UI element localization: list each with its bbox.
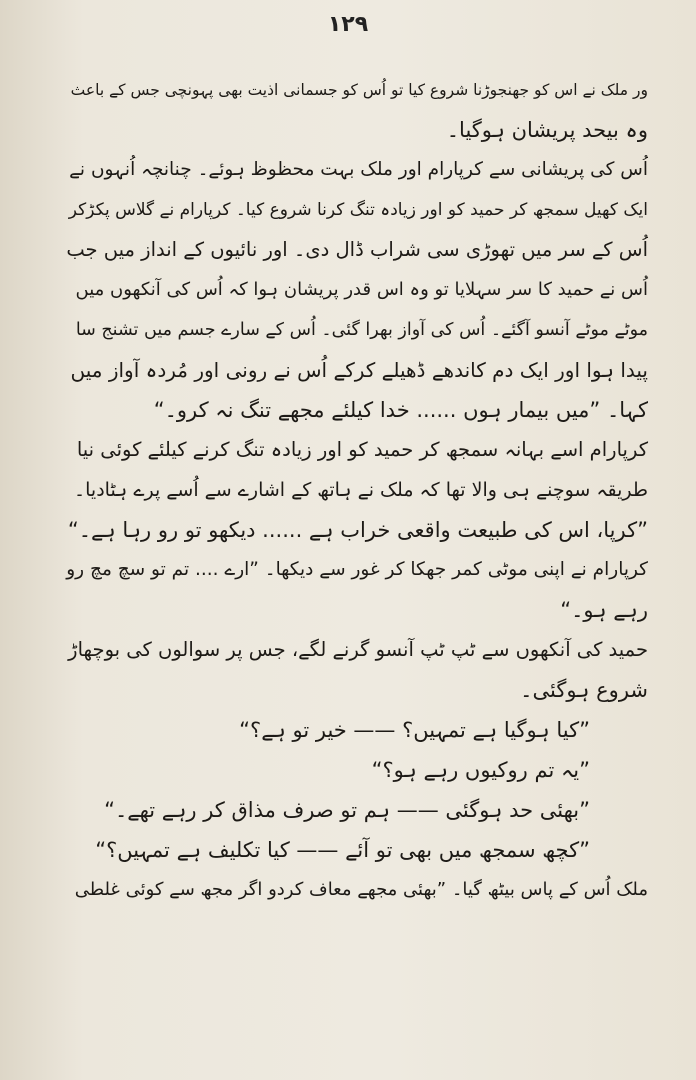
text-line: رہے ہو۔“ bbox=[560, 598, 648, 622]
text-line: پیدا ہوا اور ایک دم کاندھے ڈھیلے کرکے اُس نے رونی اور مُردہ آواز میں bbox=[70, 358, 648, 382]
paragraph bbox=[66, 550, 648, 630]
paragraph bbox=[66, 630, 648, 710]
text-line: شروع ہوگئی۔ bbox=[520, 678, 648, 702]
page-text-body bbox=[66, 70, 648, 910]
paragraph bbox=[66, 70, 648, 150]
dialogue-block bbox=[66, 710, 648, 870]
text-line: ملک اُس کے پاس بیٹھ گیا۔ ”بھئی مجھے معاف کردو اگر مجھ سے کوئی غلطی bbox=[74, 879, 648, 900]
dialogue-line: ”یہ تم روکیوں رہے ہو؟“ bbox=[371, 758, 590, 782]
dialogue-line: ”بھئی حد ہوگئی —— ہم تو صرف مذاق کر رہے تھے۔“ bbox=[104, 798, 590, 822]
text-line: طریقہ سوچنے ہی والا تھا کہ ملک نے ہاتھ کے اشارے سے اُسے پرے ہٹادیا۔ bbox=[73, 479, 648, 501]
dialogue-line: ”کچھ سمجھ میں بھی تو آئے —— کیا تکلیف ہے تمہیں؟“ bbox=[95, 838, 590, 862]
text-line: ”کرپا، اس کی طبیعت واقعی خراب ہے ...... دیکھو تو رو رہا ہے۔“ bbox=[67, 518, 648, 542]
page-number: ١٢٩ bbox=[327, 12, 369, 37]
text-line: کہا۔ ”میں بیمار ہوں ...... خدا کیلئے مجھے تنگ نہ کرو۔“ bbox=[153, 398, 648, 422]
text-line: ور ملک نے اس کو جھنجوڑنا شروع کیا تو اُس کو جسمانی اذیت بھی پہونچی جس کے باعث bbox=[70, 81, 648, 99]
text-line: اُس نے حمید کا سر سہلایا تو وہ اس قدر پریشان ہوا کہ اُس کی آنکھوں میں bbox=[75, 279, 648, 300]
text-line: موٹے موٹے آنسو آگئے۔ اُس کی آواز بھرا گئی۔ اُس کے سارے جسم میں تشنج سا bbox=[75, 320, 648, 340]
text-line: اُس کی پریشانی سے کرپارام اور ملک بہت محظوظ ہوئے۔ چنانچہ اُنہوں نے bbox=[69, 159, 648, 180]
text-line: کرپارام اسے بہانہ سمجھ کر حمید کو اور زیادہ تنگ کرنے کیلئے کوئی نیا bbox=[76, 438, 648, 461]
text-line: وہ بیحد پریشان ہوگیا۔ bbox=[446, 118, 648, 142]
text-line: کرپارام نے اپنی موٹی کمر جھکا کر غور سے دیکھا۔ ”ارے .... تم تو سچ مچ رو bbox=[66, 559, 648, 580]
text-line: حمید کی آنکھوں سے ٹپ ٹپ آنسو گرنے لگے، جس پر سوالوں کی بوچھاڑ bbox=[68, 638, 648, 661]
paragraph bbox=[66, 870, 648, 910]
paragraph bbox=[66, 150, 648, 430]
text-line: ایک کھیل سمجھ کر حمید کو اور زیادہ تنگ کرنا شروع کیا۔ کرپارام نے گلاس پکڑکر bbox=[68, 200, 648, 220]
paragraph bbox=[66, 430, 648, 550]
dialogue-line: ”کیا ہوگیا ہے تمہیں؟ —— خیر تو ہے؟“ bbox=[239, 718, 590, 742]
text-line: اُس کے سر میں تھوڑی سی شراب ڈال دی۔ اور نائیوں کے انداز میں جب bbox=[66, 238, 648, 261]
